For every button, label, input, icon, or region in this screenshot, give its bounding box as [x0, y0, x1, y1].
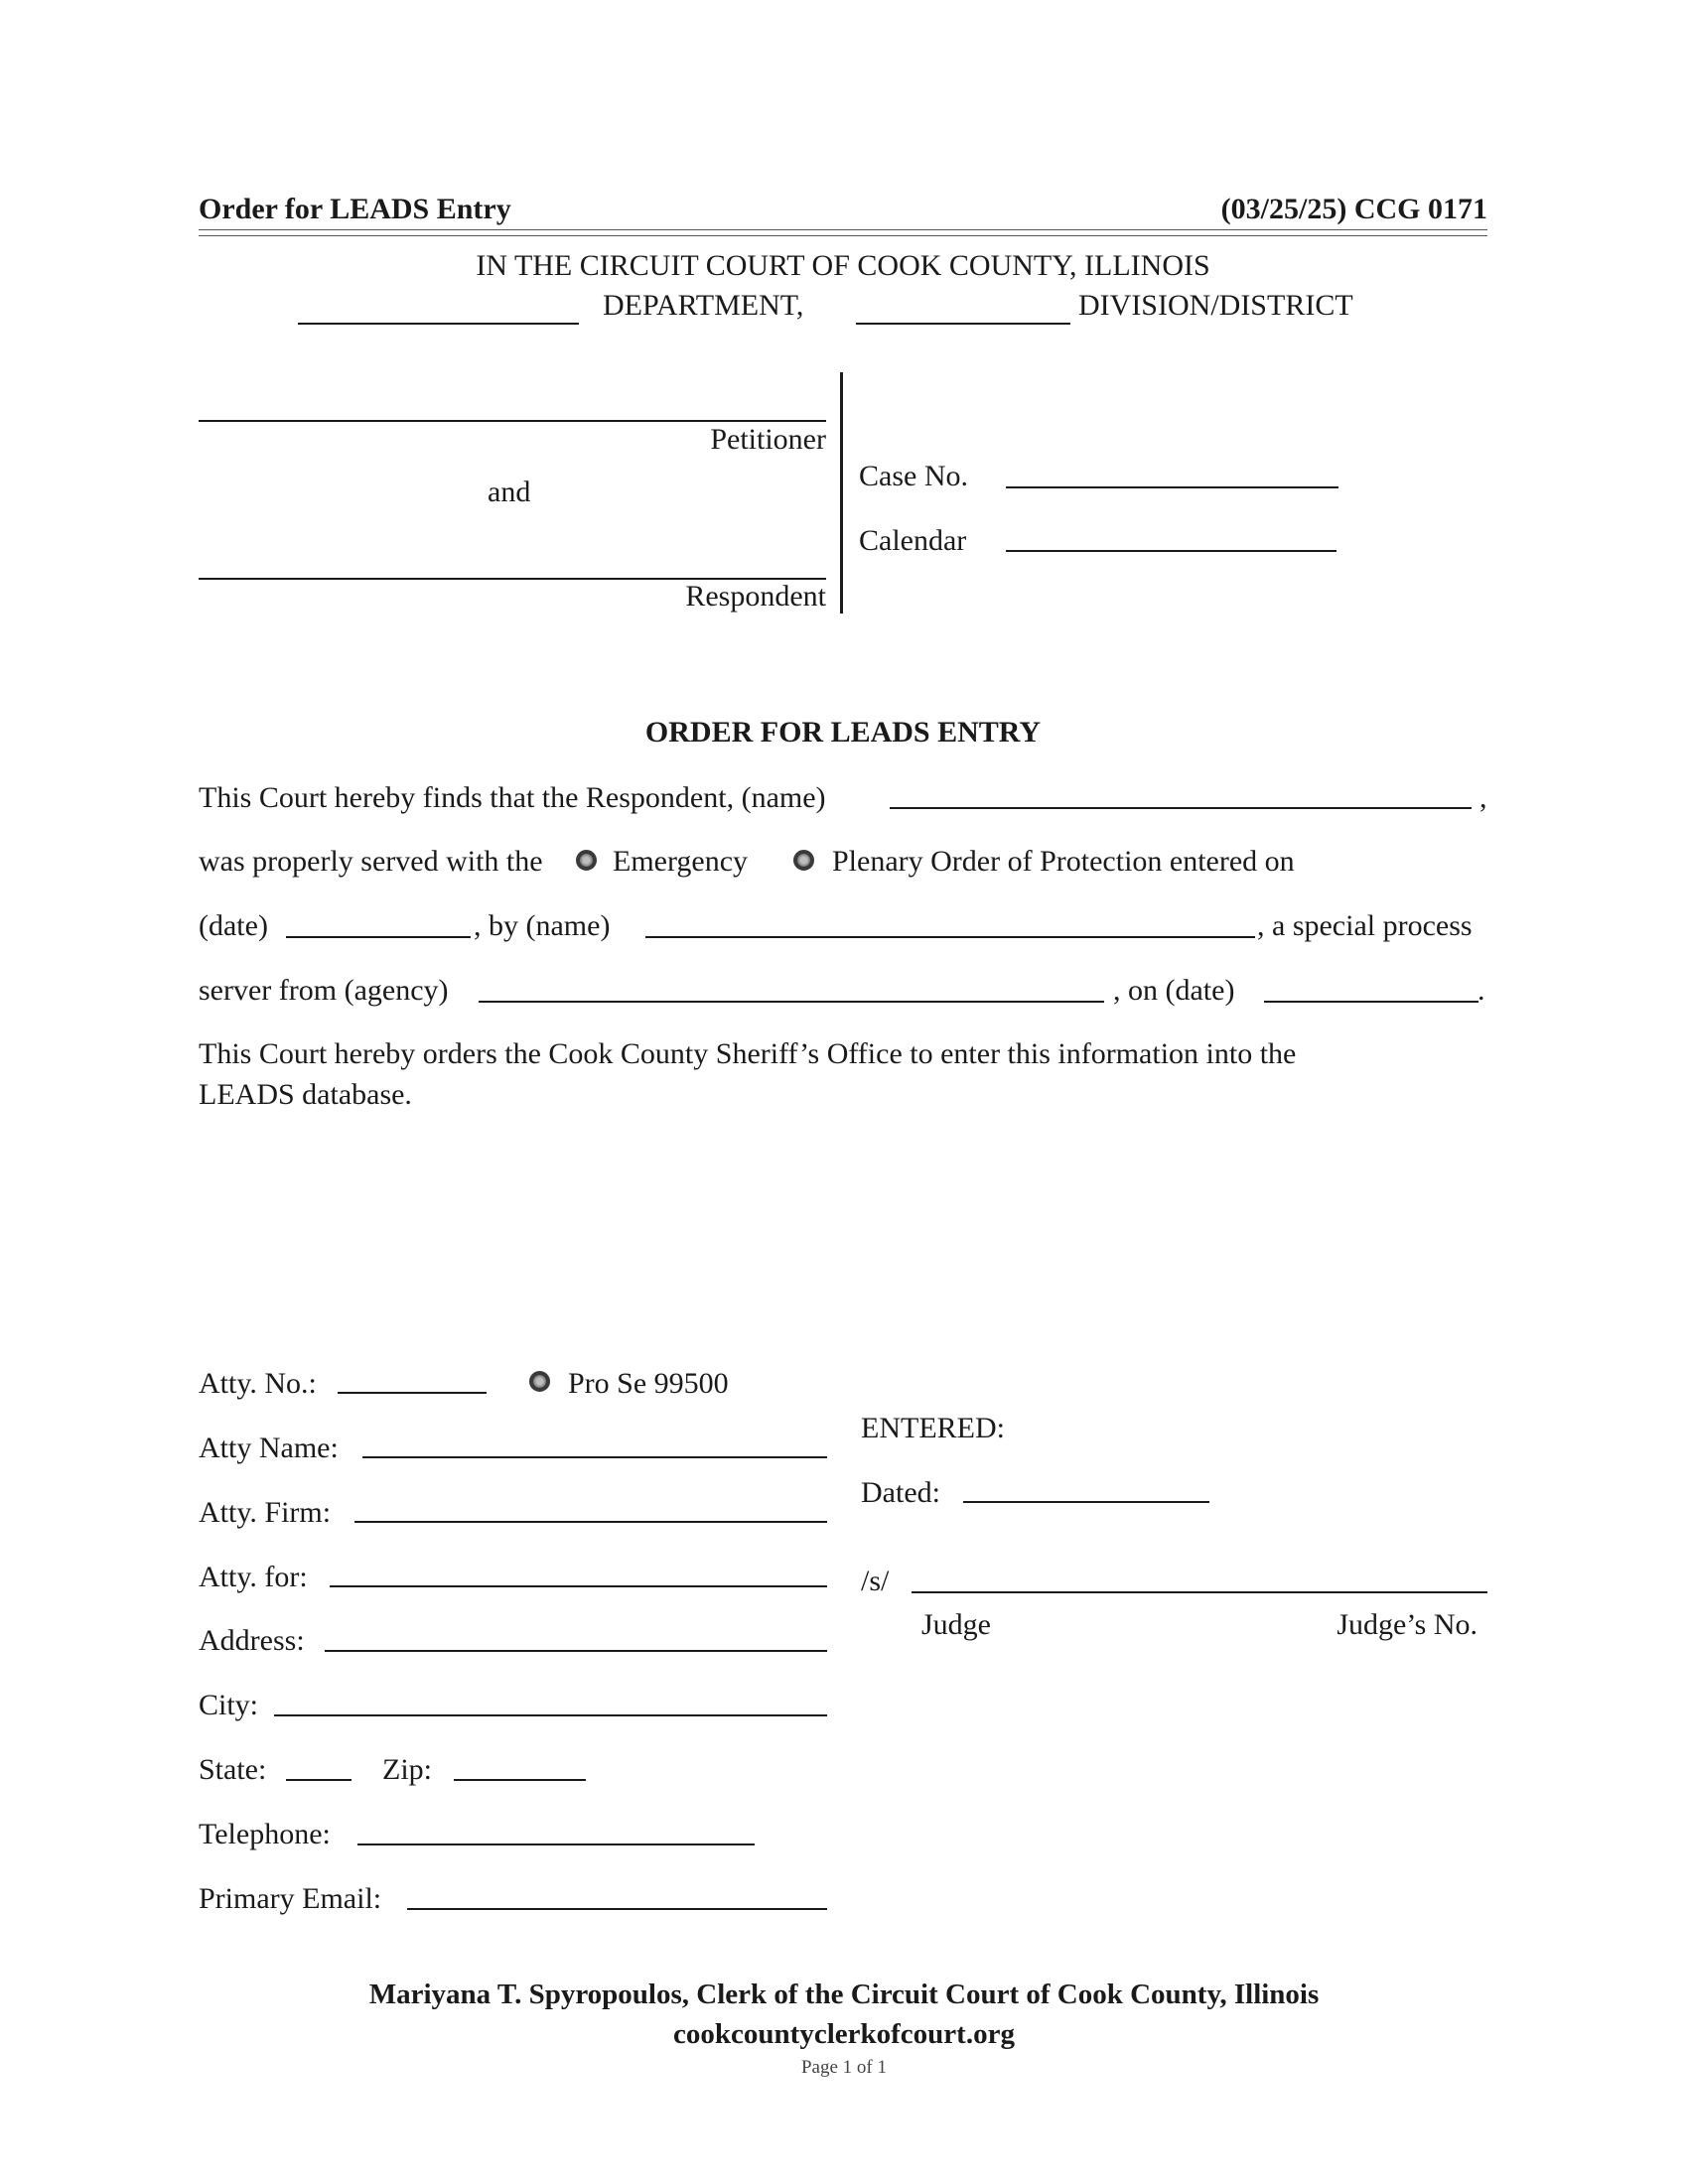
department-label: DEPARTMENT,	[603, 289, 804, 322]
form-code: (03/25/25) CCG 0171	[1220, 193, 1487, 225]
order-line4-text: server from (agency)	[199, 974, 449, 1007]
header-rule-bottom	[199, 235, 1487, 236]
department-field[interactable]	[298, 323, 579, 325]
city-label: City:	[199, 1689, 259, 1721]
state-field[interactable]	[286, 1779, 352, 1781]
footer-clerk-line: Mariyana T. Spyropoulos, Clerk of the Circuit Court of Cook County, Illinois	[368, 1979, 1320, 2010]
judge-signature-field[interactable]	[912, 1591, 1487, 1593]
atty-name-field[interactable]	[362, 1456, 827, 1458]
form-title: Order for LEADS Entry	[199, 193, 511, 225]
emergency-label: Emergency	[613, 845, 749, 878]
caption-divider	[840, 372, 843, 614]
state-label: State:	[199, 1753, 267, 1786]
order-line3-end: , a special process	[1257, 909, 1473, 942]
telephone-label: Telephone:	[199, 1818, 331, 1850]
and-label: and	[488, 476, 531, 508]
dated-field[interactable]	[963, 1501, 1209, 1503]
division-label: DIVISION/DISTRICT	[1078, 289, 1353, 322]
pro-se-label: Pro Se 99500	[568, 1367, 729, 1400]
email-field[interactable]	[407, 1908, 827, 1910]
agency-field[interactable]	[479, 1001, 1104, 1003]
server-name-field[interactable]	[645, 936, 1255, 938]
case-no-label: Case No.	[859, 460, 968, 492]
atty-no-field[interactable]	[338, 1392, 487, 1394]
atty-for-label: Atty. for:	[199, 1561, 308, 1593]
order-paragraph-line2: LEADS database.	[199, 1078, 412, 1111]
signature-prefix: /s/	[861, 1565, 890, 1597]
atty-for-field[interactable]	[330, 1585, 827, 1587]
address-field[interactable]	[325, 1650, 827, 1652]
footer-page-label: Page 1 of 1	[800, 2057, 887, 2078]
case-no-field[interactable]	[1006, 486, 1338, 488]
atty-firm-field[interactable]	[354, 1521, 827, 1523]
court-title: IN THE CIRCUIT COURT OF COOK COUNTY, ILLINOIS	[476, 249, 1210, 282]
respondent-label: Respondent	[685, 580, 826, 613]
respondent-name-field[interactable]	[890, 807, 1472, 809]
order-line3-by: , by (name)	[474, 909, 611, 942]
order-line4-on: , on (date)	[1113, 974, 1235, 1007]
order-line1-text: This Court hereby finds that the Respondent, (name)	[199, 781, 826, 814]
emergency-radio[interactable]	[576, 850, 597, 871]
entered-date-field[interactable]	[286, 936, 471, 938]
atty-no-label: Atty. No.:	[199, 1367, 317, 1400]
order-heading: ORDER FOR LEADS ENTRY	[644, 716, 1042, 749]
calendar-field[interactable]	[1006, 550, 1336, 552]
order-line4-end: .	[1477, 974, 1485, 1007]
order-line2-text: was properly served with the	[199, 845, 543, 878]
order-line1-end: ,	[1479, 781, 1487, 814]
address-label: Address:	[199, 1624, 305, 1657]
zip-label: Zip:	[382, 1753, 432, 1786]
atty-name-label: Atty Name:	[199, 1432, 339, 1464]
entered-label: ENTERED:	[861, 1412, 1005, 1444]
plenary-radio[interactable]	[793, 850, 814, 871]
header-rule-top	[199, 229, 1487, 230]
pro-se-radio[interactable]	[529, 1371, 550, 1392]
footer-website: cookcountyclerkofcourt.org	[673, 2018, 1015, 2050]
judge-no-label: Judge’s No.	[1336, 1608, 1477, 1641]
judge-label: Judge	[921, 1608, 991, 1641]
dated-label: Dated:	[861, 1476, 940, 1509]
city-field[interactable]	[274, 1714, 827, 1716]
zip-field[interactable]	[454, 1779, 586, 1781]
petitioner-label: Petitioner	[710, 423, 826, 456]
order-line3-date: (date)	[199, 909, 268, 942]
petitioner-field[interactable]	[199, 420, 826, 422]
order-paragraph-line1: This Court hereby orders the Cook County Sheriff’s Office to enter this information into the	[199, 1037, 1297, 1070]
calendar-label: Calendar	[859, 524, 967, 557]
telephone-field[interactable]	[357, 1843, 755, 1845]
division-field[interactable]	[856, 323, 1070, 325]
service-date-field[interactable]	[1264, 1001, 1478, 1003]
plenary-label: Plenary Order of Protection entered on	[832, 845, 1295, 878]
email-label: Primary Email:	[199, 1882, 382, 1915]
atty-firm-label: Atty. Firm:	[199, 1496, 332, 1529]
